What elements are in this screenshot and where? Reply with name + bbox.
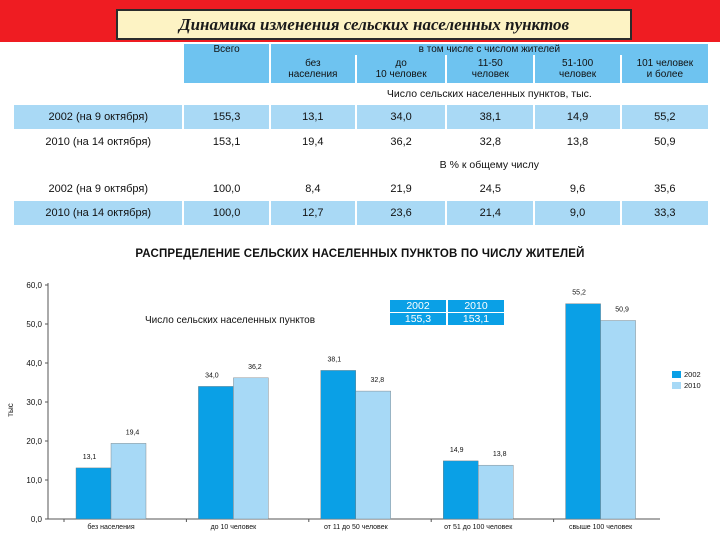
table-cell: 13,1 (271, 105, 355, 129)
table-cell: 9,0 (535, 201, 619, 225)
data-label: 55,2 (572, 289, 586, 297)
inset-year-2010 (448, 300, 504, 325)
inset-year: 2010 (464, 300, 488, 312)
legend-item-2002 (672, 369, 701, 380)
data-label: 38,1 (327, 356, 342, 364)
x-tick-label: до 10 человек (210, 524, 257, 531)
table-cell: 14,9 (535, 105, 619, 129)
x-tick-label: без населения (87, 524, 135, 531)
inset-year: 2002 (406, 300, 430, 312)
table-cell: 34,0 (357, 105, 445, 129)
legend-swatch (672, 371, 681, 378)
bar-2002-3 (443, 461, 478, 519)
y-tick-label: 40,0 (26, 359, 42, 368)
header-col-3: 11-50 человек (447, 55, 533, 83)
bar-2010-4 (601, 320, 636, 519)
y-tick-label: 60,0 (26, 281, 42, 290)
inset-label: Число сельских населенных пунктов (145, 315, 316, 326)
chart-title: РАСПРЕДЕЛЕНИЕ СЕЛЬСКИХ НАСЕЛЕННЫХ ПУНКТОВ ПО ЧИСЛУ ЖИТЕЛЕЙ (135, 248, 585, 260)
y-tick-label: 20,0 (26, 437, 42, 446)
table-header-group-row (14, 44, 708, 55)
row-label: 2002 (на 9 октября) (14, 105, 182, 129)
table-row (14, 105, 708, 129)
header-col-5: 101 человек и более (622, 55, 708, 83)
table-cell: 153,1 (212, 135, 241, 148)
bar-2002-1 (198, 386, 233, 519)
table-cell: 32,8 (479, 135, 502, 148)
table-row (14, 129, 708, 154)
chart-canvas (0, 238, 720, 540)
bar-2010-3 (478, 465, 513, 519)
table-cell: 100,0 (184, 201, 268, 225)
bar-2010-2 (356, 391, 391, 519)
table-cell: 155,3 (184, 105, 268, 129)
data-label: 34,0 (205, 372, 219, 380)
legend-label: 2002 (684, 370, 701, 379)
row-label: 2010 (на 14 октября) (45, 135, 152, 148)
header-total: Всего (184, 44, 268, 55)
table-section-row (14, 83, 708, 105)
legend-label: 2010 (684, 381, 701, 390)
bar-2002-2 (321, 370, 356, 519)
data-label: 19,4 (125, 429, 140, 437)
x-tick-label: свыше 100 человек (568, 524, 633, 531)
data-label: 36,2 (248, 363, 262, 371)
slide-title: Динамика изменения сельских населенных пунктов (178, 15, 570, 34)
y-axis-label: тыс (6, 403, 15, 417)
table-cell: 12,7 (271, 201, 355, 225)
table-section-row (14, 154, 708, 176)
section-pct-label: В % к общему числу (439, 159, 540, 171)
bar-2010-1 (233, 378, 268, 519)
legend-item-2010 (672, 380, 701, 391)
x-tick-label: от 11 до 50 человек (323, 524, 388, 531)
inset-value: 153,1 (448, 312, 504, 325)
table-cell: 55,2 (622, 105, 708, 129)
row-label: 2010 (на 14 октября) (14, 201, 182, 225)
table-cell: 100,0 (212, 182, 241, 195)
data-label: 50,9 (615, 306, 629, 314)
data-label: 32,8 (370, 377, 385, 385)
table-cell: 23,6 (357, 201, 445, 225)
table-cell: 8,4 (305, 182, 321, 195)
legend-swatch (672, 382, 681, 389)
header-col-4: 51-100 человек (535, 55, 619, 83)
bar-2002-0 (76, 468, 111, 519)
bar-chart (0, 238, 720, 540)
x-tick-label: от 51 до 100 человек (444, 524, 513, 531)
y-tick-label: 50,0 (26, 320, 42, 329)
table-header-row (14, 55, 708, 83)
data-label: 13,1 (82, 453, 97, 461)
data-label: 13,8 (492, 451, 507, 459)
bar-2002-4 (566, 304, 601, 519)
table-cell: 35,6 (654, 182, 676, 195)
table-cell: 33,3 (622, 201, 708, 225)
inset-value: 155,3 (390, 312, 446, 325)
row-label: 2002 (на 9 октября) (48, 182, 149, 195)
table-cell: 24,5 (479, 182, 502, 195)
table-cell: 21,4 (447, 201, 533, 225)
table-cell: 13,8 (566, 135, 589, 148)
header-col-1: без населения (271, 55, 355, 83)
y-tick-label: 0,0 (30, 515, 42, 524)
section-count-label: Число сельских населенных пунктов, тыс. (386, 88, 592, 100)
y-tick-label: 30,0 (26, 398, 42, 407)
table-row (14, 176, 708, 201)
inset-year-2002 (390, 300, 446, 325)
chart-legend (672, 369, 701, 391)
data-label: 14,9 (449, 446, 464, 454)
header-group: в том числе с числом жителей (271, 44, 708, 55)
table-row (14, 201, 708, 225)
table-cell: 50,9 (654, 135, 676, 148)
table-cell: 38,1 (447, 105, 533, 129)
table-cell: 19,4 (302, 135, 324, 148)
table-cell: 21,9 (390, 182, 412, 195)
bar-2010-0 (111, 443, 146, 519)
data-table (12, 44, 710, 225)
table-cell: 36,2 (390, 135, 412, 148)
table-cell: 9,6 (569, 182, 586, 195)
slide-title-box (116, 9, 632, 40)
y-tick-label: 10,0 (26, 476, 42, 485)
header-col-2: до 10 человек (357, 55, 445, 83)
